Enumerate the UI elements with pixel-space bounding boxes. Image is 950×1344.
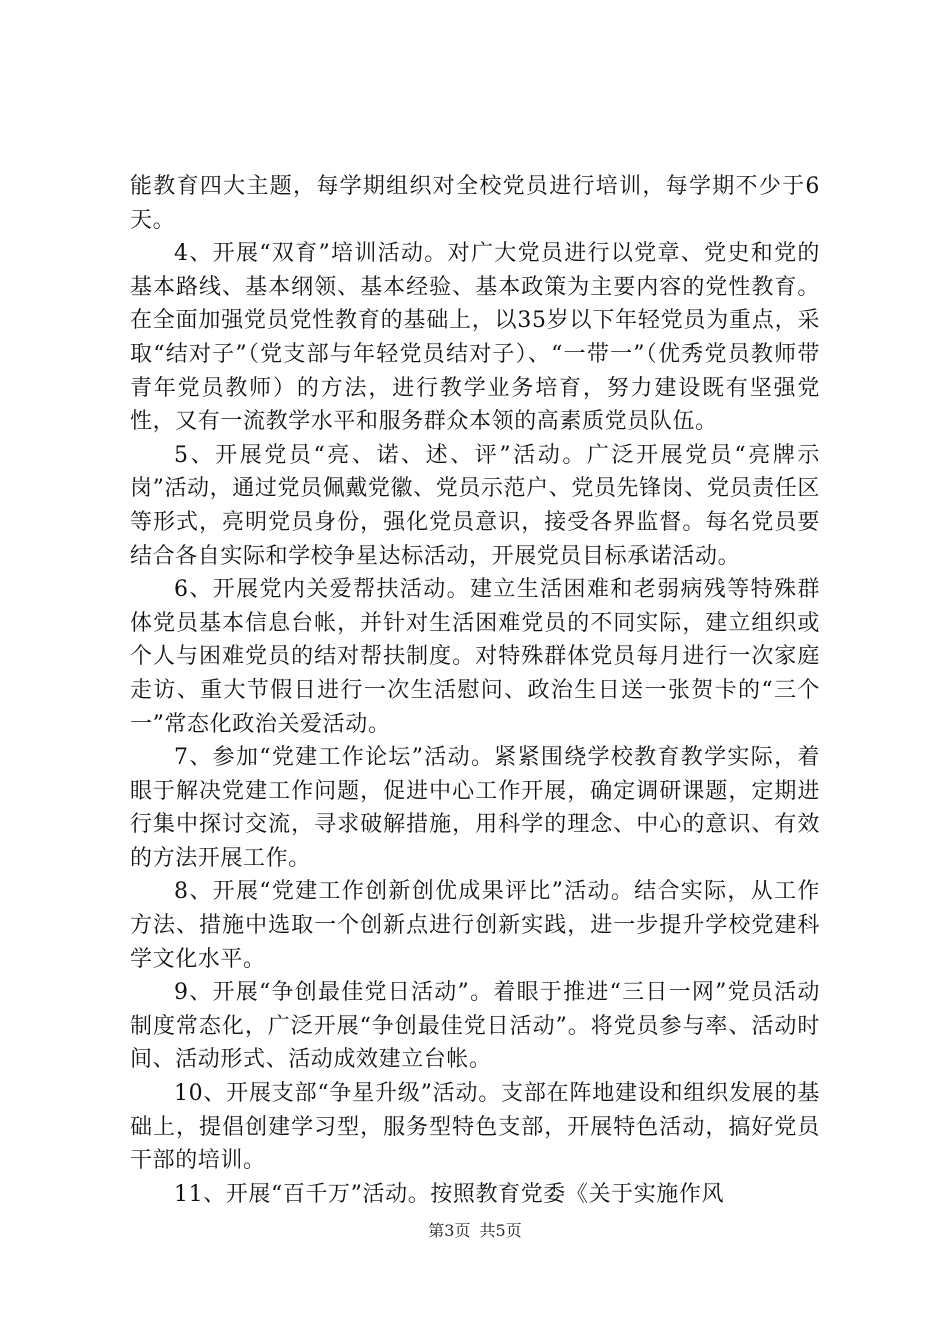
paragraph-item-9: 9、开展“争创最佳党日活动”。着眼于推进“三日一网”党员活动制度常态化，广泛开展“争创最佳党日活动”。将党员参与率、活动时间、活动形式、活动成效建立台帐。 xyxy=(130,980,820,1073)
paragraph-item-5: 5、开展党员“亮、诺、述、评”活动。广泛开展党员“亮牌示岗”活动，通过党员佩戴党徽、党员示范户、党员先锋岗、党员责任区等形式，亮明党员身份，强化党员意识，接受各界监督。每名党员要结合各自实际和学校争星达标活动，开展党员目标承诺活动。 xyxy=(130,442,820,569)
paragraph-item-7: 7、参加“党建工作论坛”活动。紧紧围绕学校教育教学实际，着眼于解决党建工作问题，促进中心工作开展，确定调研课题，定期进行集中探讨交流，寻求破解措施，用科学的理念、中心的意识、有效的方法开展工作。 xyxy=(130,745,820,871)
paragraph-item-6: 6、开展党内关爱帮扶活动。建立生活困难和老弱病残等特殊群体党员基本信息台帐，并针对生活困难党员的不同实际，建立组织或个人与困难党员的结对帮扶制度。对特殊群体党员每月进行一次家庭走访、重大节假日进行一次生活慰问、政治生日送一张贺卡的“三个一”常态化政治关爱活动。 xyxy=(130,577,820,737)
paragraph-continuation: 能教育四大主题，每学期组织对全校党员进行培训，每学期不少于6天。 xyxy=(130,174,820,233)
page-footer xyxy=(0,1218,950,1241)
page-number: 第3页 xyxy=(428,1221,471,1240)
paragraph-item-8: 8、开展“党建工作创新创优成果评比”活动。结合实际，从工作方法、措施中选取一个创新点进行创新实践，进一步提升学校党建科学文化水平。 xyxy=(130,879,820,972)
paragraph-item-11: 11、开展“百千万”活动。按照教育党委《关于实施作风 xyxy=(174,1181,725,1207)
page-total: 共5页 xyxy=(479,1221,522,1240)
document-body xyxy=(130,170,820,1211)
paragraph-item-10: 10、开展支部“争星升级”活动。支部在阵地建设和组织发展的基础上，提倡创建学习型，服务型特色支部，开展特色活动，搞好党员干部的培训。 xyxy=(130,1081,820,1174)
paragraph-item-4: 4、开展“双育”培训活动。对广大党员进行以党章、党史和党的基本路线、基本纲领、基本经验、基本政策为主要内容的党性教育。在全面加强党员党性教育的基础上，以35岁以下年轻党员为重点，采取“结对子”（党支部与年轻党员结对子）、“一带一”（优秀党员教师带青年党员教师）的方法，进行教学业务培育，努力建设既有坚强党性，又有一流教学水平和服务群众本领的高素质党员队伍。 xyxy=(130,241,820,435)
